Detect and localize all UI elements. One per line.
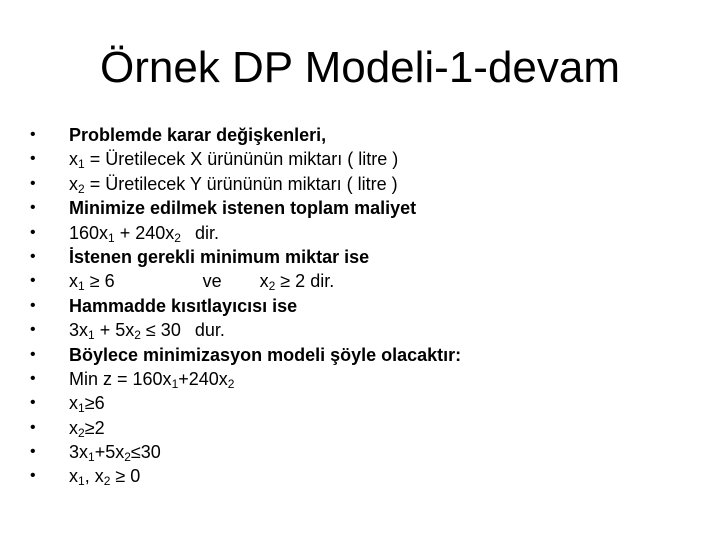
subscript: 2 — [174, 230, 181, 245]
expr-part: dur. — [194, 320, 225, 341]
expr-part: x — [69, 417, 78, 438]
list-item-objective — [30, 367, 710, 391]
expr-part: +240x — [178, 368, 228, 389]
subscript: 2 — [268, 279, 276, 294]
subscript: 2 — [78, 181, 85, 196]
list-item-raw-material-constraint — [30, 318, 710, 342]
expr-part: ≥ 0 — [110, 466, 141, 487]
expr-part: , x — [84, 466, 104, 487]
bullet-icon: • — [30, 174, 36, 192]
expr-part: ≤30 — [130, 442, 161, 463]
expr-part: 160x — [69, 222, 109, 243]
expr-part: ≤ 30 — [140, 320, 181, 341]
list-item-minimum-constraints — [30, 269, 710, 293]
list-item-constraint-x2 — [30, 416, 710, 440]
expr-part: ≥ 6 — [84, 271, 115, 292]
list-item-nonnegativity — [30, 464, 710, 488]
bullet-icon: • — [30, 443, 36, 461]
item-text: Minimize edilmek istenen toplam maliyet — [69, 198, 417, 219]
subscript: 2 — [124, 450, 131, 465]
list-item-constraint-material — [30, 440, 710, 464]
list-item-minimize-cost — [30, 196, 710, 220]
item-text: = Üretilecek X ürününün miktarı ( litre ) — [84, 149, 399, 170]
bullet-icon: • — [30, 321, 36, 339]
list-item-raw-material — [30, 294, 710, 318]
bullet-list — [30, 123, 710, 489]
expr-part: x — [69, 393, 78, 414]
expr-part: ve — [202, 271, 222, 292]
bullet-icon: • — [30, 272, 36, 290]
subscript: 1 — [88, 450, 95, 465]
list-item-constraint-x1 — [30, 391, 710, 415]
item-text: Hammadde kısıtlayıcısı ise — [69, 295, 298, 316]
expr-part: ≥ 2 dir. — [275, 271, 335, 292]
bullet-icon: • — [30, 418, 36, 436]
expr-part: x — [69, 271, 78, 292]
subscript: 2 — [134, 328, 141, 343]
subscript: 2 — [227, 376, 235, 391]
subscript: 1 — [78, 401, 85, 416]
item-text: İstenen gerekli minimum miktar ise — [69, 246, 370, 267]
subscript: 2 — [103, 474, 111, 489]
subscript: 1 — [78, 157, 85, 172]
expr-part: 3x — [69, 442, 89, 463]
expr-part: x — [69, 466, 78, 487]
bullet-icon: • — [30, 150, 36, 168]
item-text: = Üretilecek Y ürününün miktarı ( litre ) — [84, 173, 398, 194]
expr-part: Min z = 160x — [69, 368, 172, 389]
expr-part: dir. — [194, 222, 219, 243]
list-item-model-intro — [30, 343, 710, 367]
subscript: 2 — [78, 425, 85, 440]
bullet-icon: • — [30, 247, 36, 265]
expr-part: + 240x — [114, 222, 175, 243]
list-item-minimum-amount — [30, 245, 710, 269]
item-text: Böylece minimizasyon modeli şöyle olacaktır: — [69, 344, 462, 365]
bullet-icon: • — [30, 126, 36, 143]
subscript: 1 — [171, 376, 179, 391]
bullet-icon: • — [30, 467, 36, 485]
bullet-icon: • — [30, 369, 36, 387]
expr-part: ≥6 — [84, 393, 105, 414]
list-item-x2-definition — [30, 172, 710, 196]
expr-part: 3x — [69, 320, 89, 341]
expr-part: +5x — [94, 442, 125, 463]
item-text: Problemde karar değişkenleri, — [69, 125, 327, 145]
list-item-cost-expression — [30, 221, 710, 245]
list-item-x1-definition — [30, 147, 710, 171]
expr-part: + 5x — [94, 320, 135, 341]
subscript: 1 — [108, 230, 115, 245]
subscript: 1 — [88, 328, 95, 343]
bullet-icon: • — [30, 394, 36, 412]
var-x: x — [69, 173, 78, 194]
subscript: 1 — [78, 279, 85, 294]
slide-title: Örnek DP Modeli-1-devam — [99, 43, 621, 92]
bullet-icon: • — [30, 345, 36, 363]
var-x: x — [69, 149, 78, 170]
bullet-icon: • — [30, 223, 36, 241]
list-item-decision-variables — [30, 123, 710, 147]
expr-part: ≥2 — [84, 417, 105, 438]
subscript: 1 — [78, 474, 85, 489]
bullet-icon: • — [30, 296, 36, 314]
expr-part: x — [259, 271, 269, 292]
bullet-icon: • — [30, 199, 36, 217]
